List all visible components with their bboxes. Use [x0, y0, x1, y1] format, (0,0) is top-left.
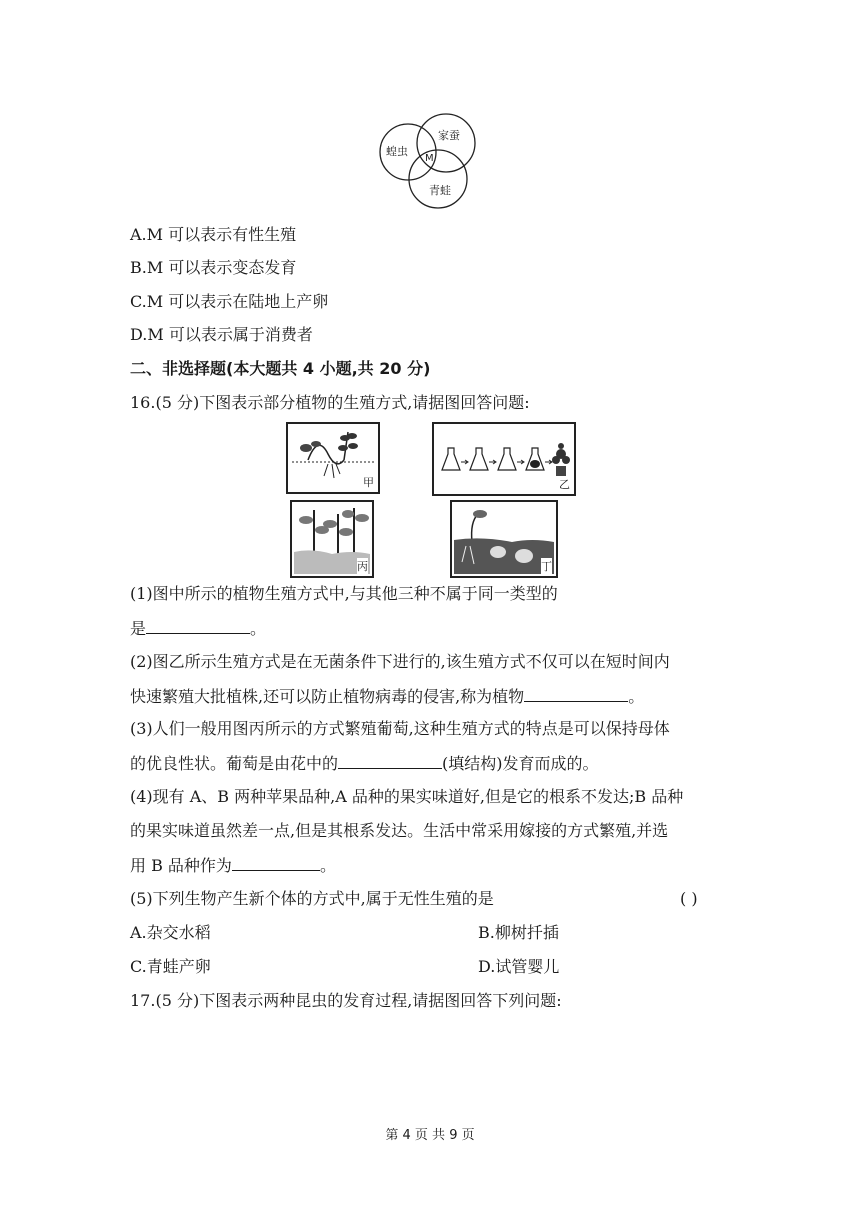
- q16-part5-answer-paren[interactable]: ( ): [680, 889, 698, 908]
- q15-option-a: A.M 可以表示有性生殖: [130, 225, 297, 244]
- q16-part3-line2: [130, 752, 730, 775]
- q17-stem: 17.(5 分)下图表示两种昆虫的发育过程,请据图回答下列问题:: [130, 991, 562, 1010]
- panel-label-ding: 丁: [541, 560, 552, 573]
- q16-option-b: B.柳树扦插: [478, 923, 559, 942]
- panel-jia: [286, 422, 380, 494]
- q16-answer-blank-3[interactable]: [338, 752, 442, 769]
- q16-part4-line3: [130, 854, 730, 877]
- q16-part5-stem: (5)下列生物产生新个体的方式中,属于无性生殖的是: [130, 889, 494, 908]
- q16-option-a: A.杂交水稻: [130, 923, 211, 942]
- venn-label-m: M: [425, 153, 434, 164]
- q16-part1-line1: (1)图中所示的植物生殖方式中,与其他三种不属于同一类型的: [130, 584, 558, 603]
- q16-answer-blank-1[interactable]: [146, 617, 250, 634]
- panel-yi: [432, 422, 576, 496]
- q16-part4-end: 。: [319, 856, 336, 875]
- q15-option-d: D.M 可以表示属于消费者: [130, 325, 313, 344]
- venn-diagram: [376, 112, 486, 212]
- panel-bing: [290, 500, 374, 578]
- q16-part4-prefix: 用 B 品种作为: [130, 856, 232, 875]
- section-title: 二、非选择题(本大题共 4 小题,共 20 分): [130, 359, 431, 378]
- q16-part4-line1: (4)现有 A、B 两种苹果品种,A 品种的果实味道好,但是它的根系不发达;B 品种: [130, 787, 684, 806]
- q16-part2-prefix: 快速繁殖大批植株,还可以防止植物病毒的侵害,称为植物: [130, 687, 525, 706]
- q16-part3-prefix: 的优良性状。葡萄是由花中的: [130, 754, 339, 773]
- page-footer: 第 4 页 共 9 页: [385, 1128, 475, 1143]
- q16-option-d: D.试管婴儿: [478, 957, 560, 976]
- panel-label-yi: 乙: [559, 478, 570, 491]
- q16-part2-line2: [130, 685, 730, 708]
- q16-answer-blank-2[interactable]: [524, 685, 628, 702]
- q16-part4-line2: 的果实味道虽然差一点,但是其根系发达。生活中常采用嫁接的方式繁殖,并选: [130, 821, 669, 840]
- venn-label-frog: 青蛙: [429, 184, 451, 197]
- q15-option-c: C.M 可以表示在陆地上产卵: [130, 292, 329, 311]
- q15-option-b: B.M 可以表示变态发育: [130, 258, 297, 277]
- q16-part2-end: 。: [628, 687, 645, 706]
- q16-answer-blank-4[interactable]: [232, 854, 320, 871]
- venn-label-locust: 蝗虫: [386, 145, 408, 158]
- panel-label-jia: 甲: [363, 476, 374, 489]
- q16-part2-line1: (2)图乙所示生殖方式是在无菌条件下进行的,该生殖方式不仅可以在短时间内: [130, 652, 670, 671]
- tissue-culture-illustration: [434, 424, 574, 494]
- venn-circle-frog: [409, 150, 467, 208]
- q16-stem: 16.(5 分)下图表示部分植物的生殖方式,请据图回答问题:: [130, 393, 530, 412]
- q16-part1-end: 。: [250, 619, 267, 638]
- panel-ding: [450, 500, 558, 578]
- venn-label-silkworm: 家蚕: [438, 129, 460, 142]
- q16-part3-line1: (3)人们一般用图丙所示的方式繁殖葡萄,这种生殖方式的特点是可以保持母体: [130, 719, 670, 738]
- q16-option-c: C.青蛙产卵: [130, 957, 211, 976]
- q16-part1-prefix: 是: [130, 619, 147, 638]
- q16-part1-line2: [130, 617, 730, 640]
- q16-part3-suffix: (填结构)发育而成的。: [442, 754, 599, 773]
- panel-label-bing: 丙: [357, 560, 368, 573]
